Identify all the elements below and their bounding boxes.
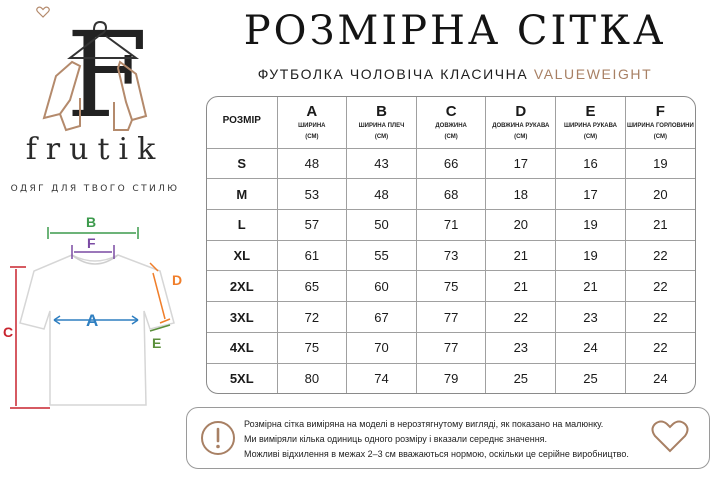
value-cell: 73 bbox=[416, 240, 486, 271]
size-cell: 2XL bbox=[207, 271, 277, 302]
value-cell: 24 bbox=[625, 363, 695, 393]
brand-name: frutik bbox=[25, 132, 165, 167]
table-header-row bbox=[207, 97, 695, 148]
size-chart-table bbox=[206, 96, 696, 394]
column-header-c: C ДОВЖИНА (СМ) bbox=[416, 97, 486, 148]
value-cell: 77 bbox=[416, 332, 486, 363]
label-e: E bbox=[152, 335, 162, 351]
value-cell: 66 bbox=[416, 148, 486, 179]
value-cell: 20 bbox=[625, 179, 695, 210]
size-cell: S bbox=[207, 148, 277, 179]
value-cell: 48 bbox=[347, 179, 417, 210]
value-cell: 60 bbox=[347, 271, 417, 302]
size-cell: M bbox=[207, 179, 277, 210]
value-cell: 55 bbox=[347, 240, 417, 271]
value-cell: 71 bbox=[416, 209, 486, 240]
value-cell: 57 bbox=[277, 209, 347, 240]
column-header-d: D ДОВЖИНА РУКАВА (СМ) bbox=[486, 97, 556, 148]
column-header-b: B ШИРИНА ПЛЕЧ (СМ) bbox=[347, 97, 417, 148]
column-header-e: E ШИРИНА РУКАВА (СМ) bbox=[556, 97, 626, 148]
table-row bbox=[207, 240, 695, 271]
value-cell: 43 bbox=[347, 148, 417, 179]
value-cell: 75 bbox=[416, 271, 486, 302]
logo-hanger-jacket-icon bbox=[36, 6, 156, 134]
value-cell: 20 bbox=[486, 209, 556, 240]
subtitle-accent: VALUEWEIGHT bbox=[533, 66, 653, 82]
table-row bbox=[207, 271, 695, 302]
value-cell: 25 bbox=[486, 363, 556, 393]
label-b: B bbox=[86, 214, 97, 230]
column-header-f: F ШИРИНА ГОРЛОВИНИ (СМ) bbox=[625, 97, 695, 148]
page-title: РОЗМІРНА СІТКА bbox=[243, 8, 667, 54]
value-cell: 23 bbox=[556, 302, 626, 333]
value-cell: 79 bbox=[416, 363, 486, 393]
value-cell: 80 bbox=[277, 363, 347, 393]
logo-letter: F bbox=[66, 6, 148, 134]
value-cell: 22 bbox=[625, 332, 695, 363]
value-cell: 22 bbox=[625, 302, 695, 333]
heart-icon bbox=[36, 6, 50, 18]
table-row bbox=[207, 302, 695, 333]
value-cell: 21 bbox=[556, 271, 626, 302]
page-subtitle bbox=[205, 66, 705, 82]
value-cell: 19 bbox=[625, 148, 695, 179]
size-cell: 3XL bbox=[207, 302, 277, 333]
value-cell: 65 bbox=[277, 271, 347, 302]
table-row bbox=[207, 209, 695, 240]
value-cell: 21 bbox=[486, 240, 556, 271]
value-cell: 21 bbox=[625, 209, 695, 240]
note-line: Ми виміряли кілька одиниць одного розміру і вказали середнє значення. bbox=[244, 434, 548, 444]
column-header-a: A ШИРИНА (СМ) bbox=[277, 97, 347, 148]
value-cell: 25 bbox=[556, 363, 626, 393]
size-cell: XL bbox=[207, 240, 277, 271]
table-row bbox=[207, 332, 695, 363]
brand-logo bbox=[0, 0, 190, 205]
note-line: Розмірна сітка виміряна на моделі в нерозтягнутому вигляді, як показано на малюнку. bbox=[244, 419, 604, 429]
value-cell: 24 bbox=[556, 332, 626, 363]
brand-tagline: ОДЯГ ДЛЯ ТВОГО СТИЛЮ bbox=[10, 184, 180, 194]
measurement-note bbox=[186, 407, 710, 469]
value-cell: 75 bbox=[277, 332, 347, 363]
value-cell: 48 bbox=[277, 148, 347, 179]
tshirt-measurement-diagram bbox=[0, 205, 200, 480]
value-cell: 22 bbox=[625, 240, 695, 271]
label-c: C bbox=[3, 324, 14, 340]
value-cell: 16 bbox=[556, 148, 626, 179]
value-cell: 23 bbox=[486, 332, 556, 363]
subtitle-main: ФУТБОЛКА ЧОЛОВІЧА КЛАСИЧНА bbox=[257, 66, 534, 82]
note-line: Можливі відхилення в межах 2–3 см вважаються нормою, оскільки це серійне виробництво. bbox=[244, 449, 629, 459]
value-cell: 67 bbox=[347, 302, 417, 333]
value-cell: 53 bbox=[277, 179, 347, 210]
value-cell: 17 bbox=[486, 148, 556, 179]
table-row bbox=[207, 363, 695, 393]
size-column-header: РОЗМІР bbox=[207, 97, 277, 148]
heart-outline-icon bbox=[651, 420, 689, 454]
value-cell: 17 bbox=[556, 179, 626, 210]
value-cell: 19 bbox=[556, 240, 626, 271]
value-cell: 68 bbox=[416, 179, 486, 210]
value-cell: 50 bbox=[347, 209, 417, 240]
value-cell: 74 bbox=[347, 363, 417, 393]
exclamation-circle-icon bbox=[200, 420, 236, 456]
value-cell: 18 bbox=[486, 179, 556, 210]
value-cell: 77 bbox=[416, 302, 486, 333]
size-cell: 4XL bbox=[207, 332, 277, 363]
label-a: A bbox=[86, 311, 99, 330]
size-cell: 5XL bbox=[207, 363, 277, 393]
value-cell: 22 bbox=[625, 271, 695, 302]
value-cell: 19 bbox=[556, 209, 626, 240]
label-d: D bbox=[172, 272, 183, 288]
label-f: F bbox=[87, 235, 96, 251]
value-cell: 70 bbox=[347, 332, 417, 363]
value-cell: 61 bbox=[277, 240, 347, 271]
value-cell: 21 bbox=[486, 271, 556, 302]
value-cell: 72 bbox=[277, 302, 347, 333]
size-cell: L bbox=[207, 209, 277, 240]
table-row bbox=[207, 179, 695, 210]
table-row bbox=[207, 148, 695, 179]
value-cell: 22 bbox=[486, 302, 556, 333]
